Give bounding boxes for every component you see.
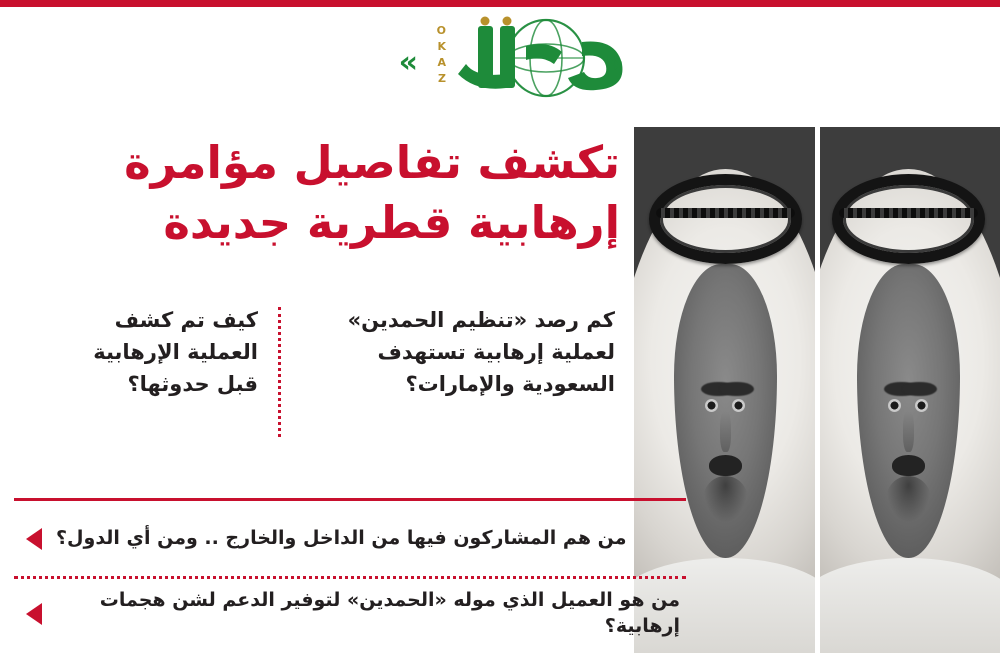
question-columns xyxy=(70,305,615,437)
svg-text:A: A xyxy=(437,55,446,69)
band-rule-dotted xyxy=(14,576,686,579)
eyebrow-right xyxy=(719,382,754,397)
nose xyxy=(720,411,730,452)
question-side: كيف تم كشف العملية الإرهابية قبل حدوثها؟ xyxy=(93,308,258,396)
mustache xyxy=(709,455,742,476)
question-main: كم رصد «تنظيم الحمدين» لعملية إرهابية تستهدف السعودية والإمارات؟ xyxy=(347,308,615,396)
headline-line-2: إرهابية قطرية جديدة xyxy=(163,195,620,249)
eye-left xyxy=(888,399,901,412)
headline xyxy=(40,133,620,253)
beard-shadow xyxy=(886,476,931,523)
headline-line-1: تكشف تفاصيل مؤامرة xyxy=(124,136,620,189)
triangle-left-marker xyxy=(26,528,42,550)
split-portrait-photo xyxy=(634,127,1000,653)
photo-divider xyxy=(815,127,820,653)
svg-text:O: O xyxy=(436,23,446,37)
top-red-rule xyxy=(0,0,1000,7)
svg-text:K: K xyxy=(437,39,446,53)
okaz-logo[interactable] xyxy=(350,15,650,120)
eyebrow-right xyxy=(902,382,937,397)
mustache xyxy=(892,455,925,476)
triangle-left-marker xyxy=(26,603,42,625)
thobe-collar xyxy=(817,558,1000,653)
banded-question-2 xyxy=(14,583,686,645)
svg-text:Z: Z xyxy=(438,71,446,85)
agal-cord xyxy=(832,174,986,263)
eye-right xyxy=(732,399,745,412)
banded-question-1 xyxy=(14,505,686,573)
band-rule-top xyxy=(14,498,686,501)
agal-cord xyxy=(649,174,803,263)
nose xyxy=(903,411,913,452)
beard-shadow xyxy=(703,476,748,523)
eye-right xyxy=(915,399,928,412)
portrait-right xyxy=(817,127,1000,653)
masthead xyxy=(0,7,1000,127)
svg-text:«: « xyxy=(604,44,624,80)
dotted-separator xyxy=(278,307,281,437)
banded-question-1-text: من هم المشاركون فيها من الداخل والخارج .. ومن أي الدول؟ xyxy=(56,527,627,550)
banded-question-2-text: من هو العميل الذي موله «الحمدين» لتوفير الدعم لشن هجمات إرهابية؟ xyxy=(99,589,680,637)
portrait-left xyxy=(634,127,817,653)
svg-text:»: » xyxy=(398,44,418,80)
eye-left xyxy=(705,399,718,412)
